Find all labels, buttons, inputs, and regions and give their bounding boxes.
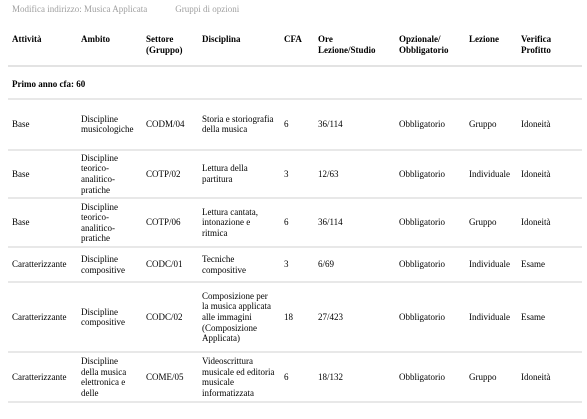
cell-ore: 12/63 xyxy=(314,151,395,199)
cell-settore: COME/05 xyxy=(142,353,198,403)
cell-settore: CODM/04 xyxy=(142,100,198,151)
table-header-row xyxy=(8,30,582,67)
header-attivita: Attività xyxy=(8,30,77,67)
cell-ambito: Discipline teorico-analitico-pratiche xyxy=(77,151,142,199)
cell-ore: 36/114 xyxy=(314,199,395,248)
cell-opzionale: Obbligatorio xyxy=(395,283,465,353)
header-ore: Ore Lezione/Studio xyxy=(314,30,395,67)
cell-attivita: Base xyxy=(8,100,77,151)
cell-disciplina: Lettura cantata, intonazione e ritmica xyxy=(198,199,280,248)
table-row xyxy=(8,248,582,283)
table-row xyxy=(8,353,582,403)
cell-cfa: 3 xyxy=(280,151,314,199)
cell-lezione: Individuale xyxy=(465,283,517,353)
header-lezione: Lezione xyxy=(465,30,517,67)
cell-opzionale: Obbligatorio xyxy=(395,151,465,199)
cell-verifica: Idoneità xyxy=(517,353,582,403)
cell-attivita: Caratterizzante xyxy=(8,283,77,353)
cell-verifica: Esame xyxy=(517,283,582,353)
year-row xyxy=(8,67,582,100)
header-verifica: Verifica Profitto xyxy=(517,30,582,67)
cell-ore: 27/423 xyxy=(314,283,395,353)
cell-cfa: 18 xyxy=(280,283,314,353)
cell-verifica: Idoneità xyxy=(517,151,582,199)
cell-cfa: 3 xyxy=(280,248,314,283)
cell-disciplina: Storia e storiografia della musica xyxy=(198,100,280,151)
header-ambito: Ambito xyxy=(77,30,142,67)
cell-cfa: 6 xyxy=(280,199,314,248)
cell-attivita: Base xyxy=(8,151,77,199)
cell-ambito: Discipline compositive xyxy=(77,248,142,283)
cell-ore: 18/132 xyxy=(314,353,395,403)
cell-opzionale: Obbligatorio xyxy=(395,199,465,248)
cell-attivita: Caratterizzante xyxy=(8,248,77,283)
table-row xyxy=(8,283,582,353)
table-row xyxy=(8,199,582,248)
cell-settore: COTP/06 xyxy=(142,199,198,248)
cell-settore: CODC/01 xyxy=(142,248,198,283)
cell-cfa: 6 xyxy=(280,100,314,151)
cell-verifica: Idoneità xyxy=(517,100,582,151)
cell-ambito: Discipline della musica elettronica e delle xyxy=(77,353,142,403)
option-groups-link[interactable]: Gruppi di opzioni xyxy=(175,4,240,14)
cell-attivita: Caratterizzante xyxy=(8,353,77,403)
header-cfa: CFA xyxy=(280,30,314,67)
cell-disciplina: Tecniche compositive xyxy=(198,248,280,283)
study-plan-table xyxy=(8,30,582,403)
breadcrumb-link[interactable]: Modifica indirizzo: Musica Applicata xyxy=(12,4,148,14)
cell-disciplina: Lettura della partitura xyxy=(198,151,280,199)
cell-ambito: Discipline compositive xyxy=(77,283,142,353)
cell-opzionale: Obbligatorio xyxy=(395,353,465,403)
top-bar xyxy=(12,4,239,15)
header-settore: Settore (Gruppo) xyxy=(142,30,198,67)
cell-settore: CODC/02 xyxy=(142,283,198,353)
cell-verifica: Idoneità xyxy=(517,199,582,248)
cell-lezione: Individuale xyxy=(465,151,517,199)
cell-lezione: Gruppo xyxy=(465,353,517,403)
cell-lezione: Gruppo xyxy=(465,199,517,248)
year-label: Primo anno cfa: 60 xyxy=(8,67,582,100)
cell-disciplina: Composizione per la musica applicata alle immagini (Composizione Applicata) xyxy=(198,283,280,353)
table-row xyxy=(8,151,582,199)
header-opzionale: Opzionale/ Obbligatorio xyxy=(395,30,465,67)
cell-ore: 6/69 xyxy=(314,248,395,283)
cell-ambito: Discipline teorico-analitico-pratiche xyxy=(77,199,142,248)
cell-attivita: Base xyxy=(8,199,77,248)
header-disciplina: Disciplina xyxy=(198,30,280,67)
table-row xyxy=(8,100,582,151)
cell-cfa: 6 xyxy=(280,353,314,403)
cell-lezione: Individuale xyxy=(465,248,517,283)
cell-ore: 36/114 xyxy=(314,100,395,151)
cell-lezione: Gruppo xyxy=(465,100,517,151)
cell-settore: COTP/02 xyxy=(142,151,198,199)
cell-ambito: Discipline musicologiche xyxy=(77,100,142,151)
cell-opzionale: Obbligatorio xyxy=(395,100,465,151)
cell-disciplina: Videoscrittura musicale ed editoria musicale informatizzata xyxy=(198,353,280,403)
cell-verifica: Esame xyxy=(517,248,582,283)
cell-opzionale: Obbligatorio xyxy=(395,248,465,283)
